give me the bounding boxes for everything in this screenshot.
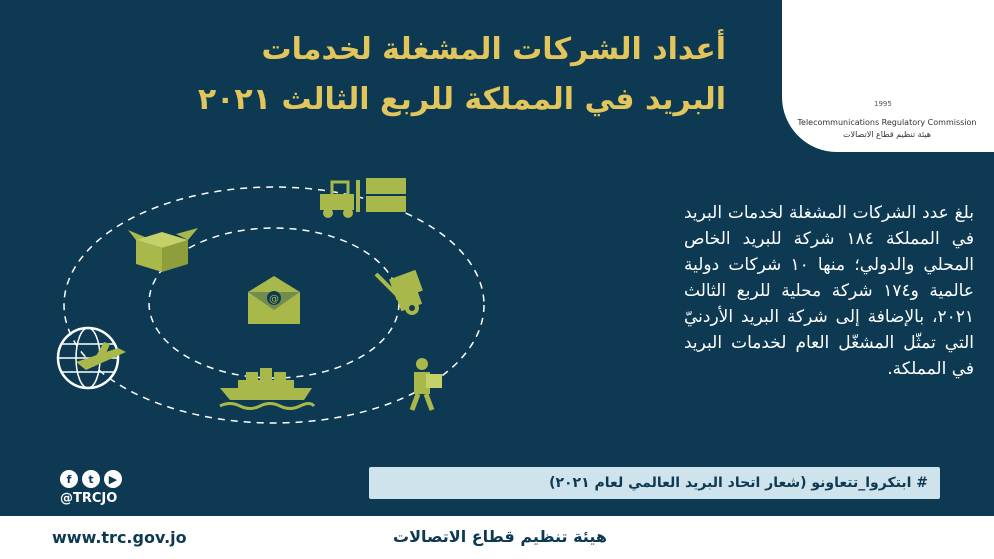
hand-truck-icon	[376, 270, 423, 315]
logo-year: 1995	[874, 100, 892, 108]
footer-bar	[0, 516, 994, 559]
logo-english-name: Telecommunications Regulatory Commission	[797, 118, 977, 127]
hashtag-banner: # ابتكروا_تتعاونو (شعار اتحاد البريد العالمي لعام ٢٠٢١)	[369, 467, 940, 499]
youtube-icon[interactable]: ▶	[104, 470, 122, 488]
website-link[interactable]: www.trc.gov.jo	[52, 528, 187, 547]
page-title-line-2: البريد في المملكة للربع الثالث ٢٠٢١	[197, 82, 726, 117]
twitter-icon[interactable]: t	[82, 470, 100, 488]
logo-arabic-name: هيئة تنظيم قطاع الاتصالات	[843, 130, 931, 139]
page-title-line-1: أعداد الشركات المشغلة لخدمات	[261, 32, 726, 67]
footer-org-name: هيئة تنظيم قطاع الاتصالات	[393, 527, 607, 546]
box-icon	[128, 228, 198, 272]
logo-panel	[782, 0, 994, 152]
social-handle[interactable]: @TRCJO	[60, 491, 118, 506]
envelope-icon	[248, 276, 300, 324]
delivery-person-icon	[412, 358, 442, 410]
social-links	[60, 470, 122, 488]
facebook-icon[interactable]: f	[60, 470, 78, 488]
svg-text:@: @	[269, 294, 279, 305]
globe-icon	[58, 328, 126, 388]
body-paragraph: بلغ عدد الشركات المشغلة لخدمات البريد في المملكة ١٨٤ شركة للبريد الخاص المحلي والدولي؛ منها ١٠ شركات دولية عالمية و١٧٤ شركة محلية للربع الثالث ٢٠٢١، بالإضافة إلى شركة البريد الأردنيّ التي تمثّل المشغّل العام لخدمات البريد في المملكة.	[684, 203, 974, 379]
